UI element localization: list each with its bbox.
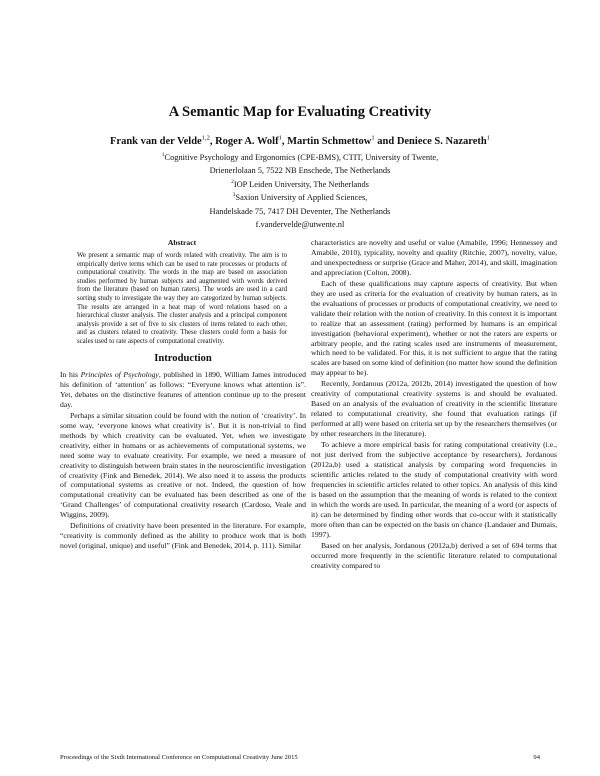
- author: Martin Schmettow$^1$ and: [287, 134, 397, 147]
- paragraph: In his Principles of Psychology, published in 1890, William James introduced his definition of ‘attention’ as follows: “Everyone knows what attention is”. Yet, debates on the distinctive features of attention continue up to the present day.: [60, 370, 307, 409]
- proceedings-note: Proceedings of the Sixth International Conference on Computational Creativity June 2015: [60, 754, 298, 761]
- book-title: Principles of Psychology: [80, 370, 159, 379]
- paragraph: To achieve a more empirical basis for rating computational creativity (i.e., not just derived from the subjective acceptance by researchers), Jordanous (2012a,b) used a statistical analysis by comparing word frequencies in scientific articles related to the study of computational creativity with word frequencies in scientific articles related to other topics. An analysis of this kind is based on the assumption that the meaning of words is related to the context in which the words are used. In particular, the meaning of a word (or aspects of it) can be determined by finding other words that co-occur with it statistically more often than can be expected on the basis on chance (Landauer and Dumais, 1997).: [311, 440, 557, 539]
- affiliations: [0, 150, 600, 230]
- paragraph: Recently, Jordanous (2012a, 2012b, 2014) investigated the question of how creativity of computational creativity systems is and should be evaluated. Based on an analysis of the evaluation of creativity in the scientific literature related to computational creativity, she found that evaluation ratings (if performed at all) were based on criteria set up by the researchers themselves (or by other researchers in the literature).: [311, 379, 557, 439]
- right-column-body: [311, 238, 557, 571]
- author: Frank van der Velde$^{1,2}$,: [110, 134, 216, 147]
- affiliation-line: Handelskade 75, 7417 DH Deventer, The Netherlands: [209, 206, 391, 216]
- left-column-body: [60, 370, 306, 552]
- introduction-heading: Introduction: [154, 353, 212, 364]
- author: Deniece S. Nazareth$^1$: [396, 134, 490, 147]
- affiliation-line: $^3$Saxion University of Applied Sciences,: [232, 192, 368, 202]
- author-list: [0, 134, 600, 147]
- paragraph: Definitions of creativity have been presented in the literature. For example, “creativity is commonly defined as the ability to produce work that is both novel (original, unique) and useful” (Fink and Benedek, 2014, p. 111). Similar: [60, 521, 306, 551]
- paragraph: Based on her analysis, Jordanous (2012a,b) derived a set of 694 terms that occurred more frequently in the scientific literature related to computational creativity compared to: [311, 540, 557, 570]
- paper-title: A Semantic Map for Evaluating Creativity: [168, 104, 432, 120]
- author-email: f.vandervelde@utwente.nl: [255, 219, 345, 229]
- author: Roger A. Wolf$^1$,: [215, 134, 288, 147]
- abstract-text: We present a semantic map of words related with creativity. The aim is to empirically derive terms which can be used to rate processes or products of computational creativity. The words in the map are based on association studies performed by human subjects and augmented with words derived from the literature (based on human raters). The words are used in a card sorting study to investigate the way they are categorized by human subjects. The results are arranged in a heat map of word relations based on a hierarchical cluster analysis. The cluster analysis and a principal component analysis provide a set of five to six clusters of items related to each other, and as clusters related to creativity. These clusters could form a basis for scales used to rate aspects of computational creativity.: [77, 252, 287, 345]
- page-number: 94: [533, 754, 540, 761]
- page-footer: [60, 754, 540, 761]
- paragraph: Perhaps a similar situation could be found with the notion of ‘creativity’. In some way, ‘everyone knows what creativity is’. But it is non-trivial to find methods by which creativity can be evaluated. Yet, when we investigate creativity, either in humans or as achievements of computational systems, we need some way to evaluate creativity. For example, we need a measure of creativity to distinguish between brain states in the neuroscientific investigation of creativity (Fink and Benedek, 2014). We also need it to assess the products of computational systems as creative or not. Indeed, the question of how computational creativity can be evaluated has been described as one of the ‘Grand Challenges’ of computational creativity research (Cardoso, Veale and Wiggins, 2009).: [60, 410, 306, 520]
- paragraph: Each of these qualifications may capture aspects of creativity. But when they are used as criteria for the evaluation of creativity by human raters, as in the evaluations of processes or products of computational creativity, we need to validate their relation with the notion of creativity. In this context it is important to realize that an assessment (rating) performed by humans is an empirical investigation (behavioral experiment), whether or not the raters are experts or arbitrary people, and the rating scales used are instruments of measurement, which need to be validated. For this, it is not sufficient to argue that the rating scales are based on some kind of definition (no matter how sound the definition may appear to be).: [311, 278, 557, 378]
- affiliation-line: $^1$Cognitive Psychology and Ergonomics (CPE-BMS), CTIT, University of Twente,: [161, 152, 439, 162]
- abstract-heading: Abstract: [167, 238, 197, 247]
- paragraph: characteristics are novelty and useful or value (Amabile, 1996; Hennessey and Amabile, 2010), typicality, novelty and quality (Ritchie, 2007), novelty, value, and unexpectedness or surprise (Grace and Maher, 2014), and skill, imagination and appreciation (Colton, 2008).: [311, 238, 557, 277]
- affiliation-line: Drienerlolaan 5, 7522 NB Enschede, The Netherlands: [209, 166, 391, 176]
- affiliation-line: $^2$IOP Leiden University, The Netherlands: [231, 178, 369, 189]
